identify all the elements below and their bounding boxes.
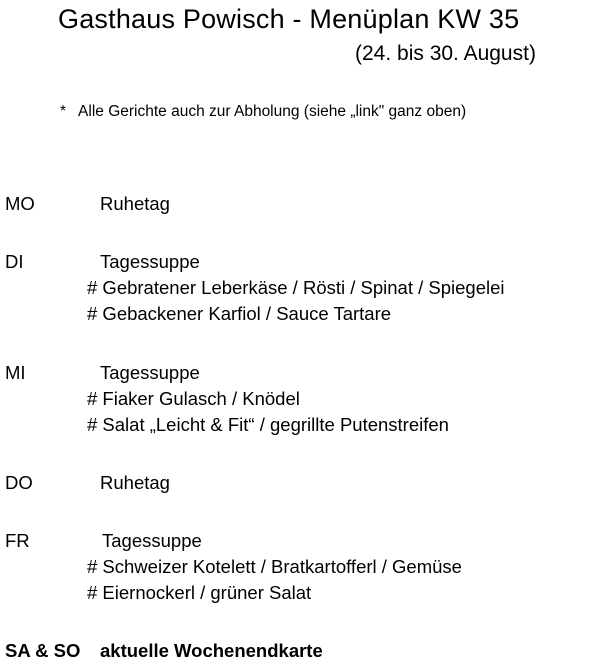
- day-do-closed: Ruhetag: [100, 472, 170, 493]
- note-text: Alle Gerichte auch zur Abholung (siehe „link" ganz oben): [78, 103, 467, 120]
- note-marker: *: [60, 103, 67, 120]
- day-fr-dish-2: # Eiernockerl / grüner Salat: [87, 582, 312, 603]
- day-fr-soup: Tagessuppe: [102, 530, 202, 551]
- day-label-mi: MI: [5, 362, 26, 383]
- date-range: (24. bis 30. August): [355, 42, 536, 65]
- day-label-fr: FR: [5, 530, 30, 551]
- day-mi-dish-1: # Fiaker Gulasch / Knödel: [87, 388, 300, 409]
- day-di-soup: Tagessuppe: [100, 251, 200, 272]
- page-title: Gasthaus Powisch - Menüplan KW 35: [58, 4, 520, 34]
- day-mi-dish-2: # Salat „Leicht & Fit“ / gegrillte Putenstreifen: [87, 414, 449, 435]
- day-weekend-menu: aktuelle Wochenendkarte: [100, 640, 323, 661]
- day-di-dish-2: # Gebackener Karfiol / Sauce Tartare: [87, 303, 392, 324]
- day-fr-dish-1: # Schweizer Kotelett / Bratkartofferl / Gemüse: [87, 556, 462, 577]
- pickup-note: [60, 103, 466, 121]
- day-label-mo: MO: [5, 193, 35, 214]
- day-label-weekend: SA & SO: [5, 640, 81, 661]
- day-mo-closed: Ruhetag: [100, 193, 170, 214]
- day-di-dish-1: # Gebratener Leberkäse / Rösti / Spinat / Spiegelei: [87, 277, 505, 298]
- day-label-do: DO: [5, 472, 33, 493]
- day-label-di: DI: [5, 251, 24, 272]
- day-mi-soup: Tagessuppe: [100, 362, 200, 383]
